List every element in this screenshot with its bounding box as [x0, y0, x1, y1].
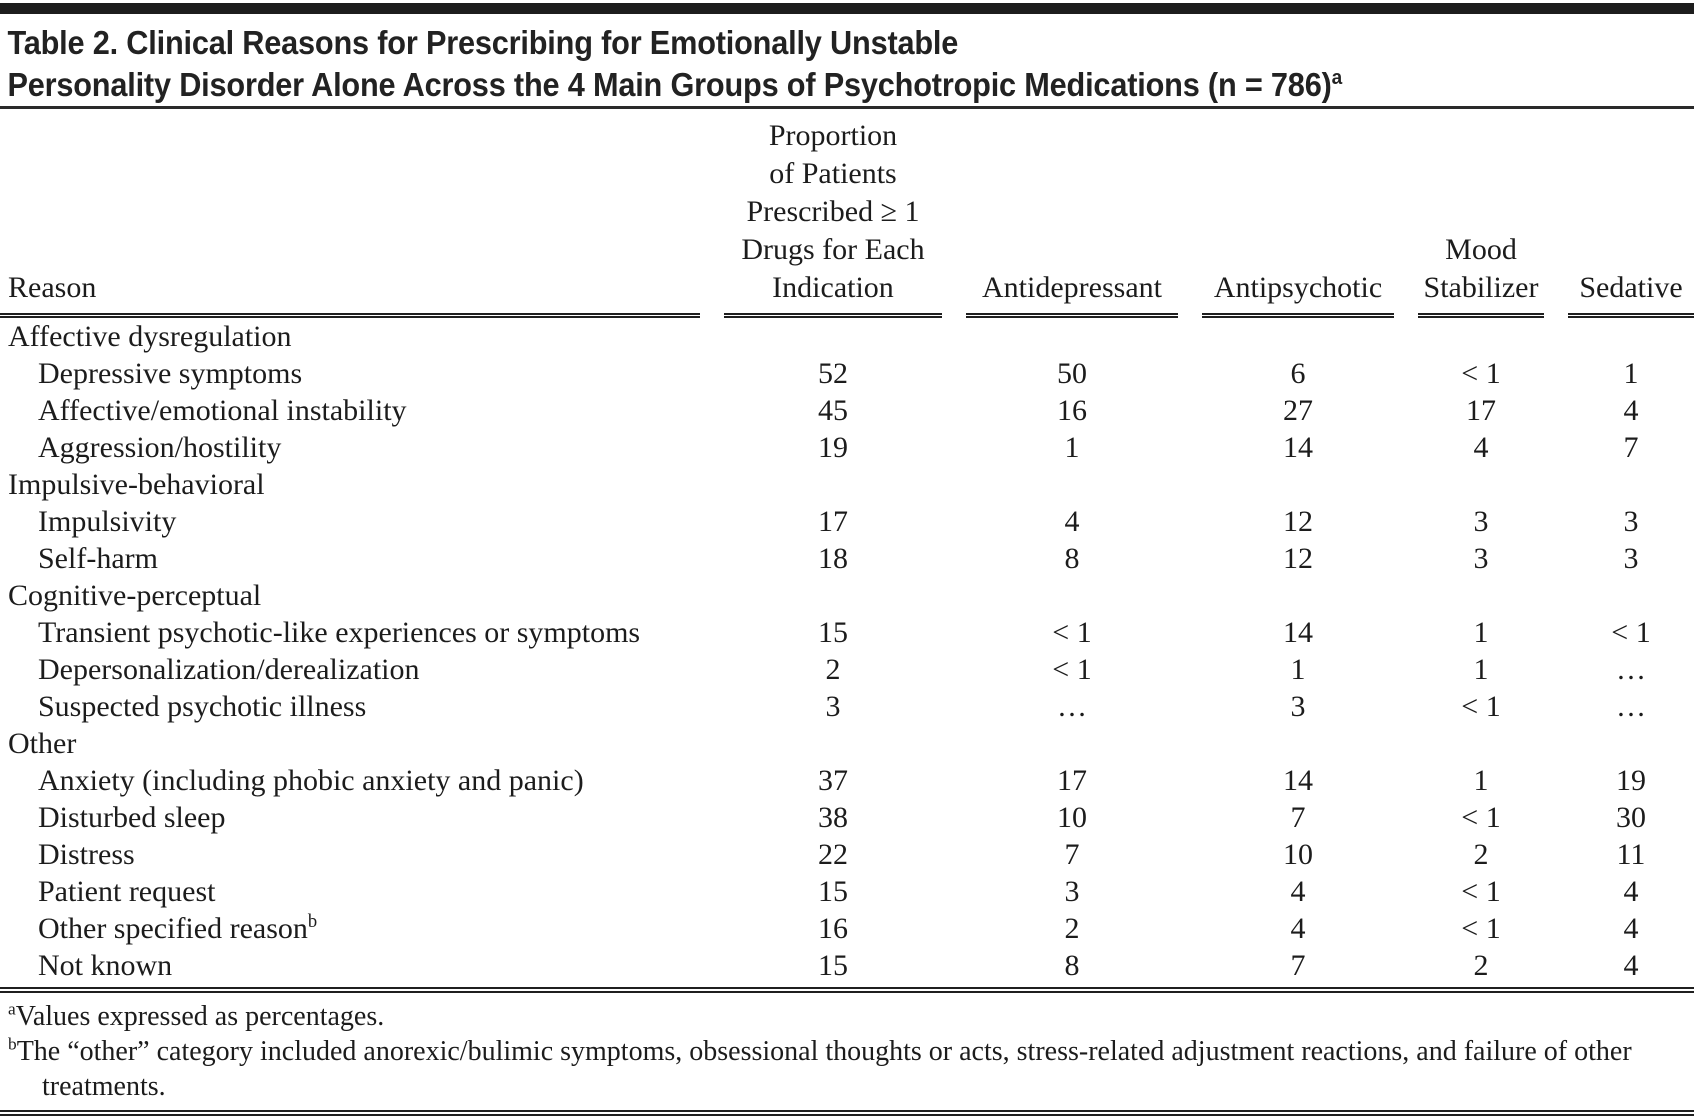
value-cell: 10	[1057, 801, 1087, 834]
value-cell: 15	[818, 875, 848, 908]
value-cell: 11	[1616, 838, 1646, 871]
value-cell: 6	[1290, 357, 1306, 390]
column-header-proportion	[724, 109, 942, 318]
reason-cell: Aggression/hostility	[38, 431, 282, 464]
footnote-a-text: Values expressed as percentages.	[15, 1001, 385, 1032]
column-header-mood-stabilizer	[1418, 109, 1544, 318]
group-header-row: Other	[8, 727, 77, 760]
reason-cell: Impulsivity	[38, 505, 177, 538]
value-cell: 17	[1466, 394, 1496, 427]
value-cell: 15	[818, 616, 848, 649]
header-line: Prescribed ≥ 1	[746, 195, 920, 228]
reason-cell: Depressive symptoms	[38, 357, 303, 390]
value-cell: 52	[818, 357, 848, 390]
value-cell: 4	[1290, 875, 1306, 908]
value-cell: < 1	[1461, 690, 1501, 723]
footnotes	[0, 999, 1694, 1104]
value-cell: < 1	[1611, 616, 1651, 649]
value-cell: 3	[1473, 542, 1489, 575]
header-line: Antidepressant	[982, 271, 1162, 304]
value-cell: 3	[1623, 542, 1639, 575]
value-cell: 17	[1057, 764, 1087, 797]
value-cell: 2	[1473, 949, 1489, 982]
header-line: Mood	[1445, 233, 1517, 266]
reason-cell: Anxiety (including phobic anxiety and panic)	[38, 764, 584, 797]
value-cell: < 1	[1461, 912, 1501, 945]
column-header-antipsychotic	[1202, 109, 1394, 318]
value-cell: 7	[1623, 431, 1639, 464]
value-cell: < 1	[1052, 653, 1092, 686]
value-cell: 18	[818, 542, 848, 575]
group-header-row: Cognitive-perceptual	[8, 579, 262, 612]
footnote-a-marker: a	[8, 999, 16, 1019]
reason-cell: Patient request	[38, 875, 216, 908]
value-cell: 1	[1473, 653, 1489, 686]
value-cell: 27	[1283, 394, 1313, 427]
reason-cell: Affective/emotional instability	[38, 394, 407, 427]
reason-cell: Not known	[38, 949, 173, 982]
column-header-reason	[0, 109, 700, 318]
table-title	[0, 22, 1575, 106]
footnote-a	[0, 999, 1694, 1034]
value-cell: 3	[1623, 505, 1639, 538]
value-cell: 4	[1623, 912, 1639, 945]
value-cell: 3	[1064, 875, 1080, 908]
value-cell: 4	[1623, 949, 1639, 982]
header-line: Antipsychotic	[1213, 271, 1383, 304]
reason-cell: Suspected psychotic illness	[38, 690, 367, 723]
footnote-b-marker: b	[8, 1034, 17, 1054]
value-cell: 4	[1064, 505, 1080, 538]
value-cell: 16	[1057, 394, 1087, 427]
value-cell: 7	[1064, 838, 1080, 871]
value-cell: 1	[1623, 357, 1639, 390]
value-cell: < 1	[1461, 357, 1501, 390]
value-cell: 1	[1473, 616, 1489, 649]
value-cell: 19	[818, 431, 848, 464]
value-cell: 3	[1290, 690, 1306, 723]
reason-cell: Transient psychotic-like experiences or symptoms	[38, 616, 641, 649]
value-cell: 3	[825, 690, 841, 723]
title-footnote-marker: a	[1331, 66, 1343, 89]
reason-cell: Disturbed sleep	[38, 801, 226, 834]
reason-cell: Depersonalization/derealization	[38, 653, 420, 686]
header-line: Indication	[772, 271, 894, 304]
value-cell: < 1	[1461, 801, 1501, 834]
header-line: Reason	[8, 271, 97, 304]
table-bottom-rule	[0, 987, 1694, 993]
value-cell: < 1	[1052, 616, 1092, 649]
value-cell: 3	[1473, 505, 1489, 538]
header-line: of Patients	[769, 157, 897, 190]
value-cell: 14	[1283, 764, 1313, 797]
footnote-b-text: The “other” category included anorexic/bulimic symptoms, obsessional thoughts or acts, stress-related adjustment reactions, and failure of other treatments.	[16, 1036, 1632, 1102]
value-cell: 4	[1473, 431, 1489, 464]
header-line: Sedative	[1579, 271, 1683, 304]
data-table	[0, 109, 1694, 984]
value-cell: 12	[1283, 542, 1313, 575]
figure-bottom-rule	[0, 1110, 1694, 1116]
value-cell: 4	[1623, 394, 1639, 427]
header-line: Proportion	[768, 119, 898, 152]
value-cell: 30	[1616, 801, 1646, 834]
group-header-row: Affective dysregulation	[8, 320, 292, 353]
value-cell: 14	[1283, 616, 1313, 649]
value-cell: …	[1616, 653, 1646, 686]
value-cell: 1	[1064, 431, 1080, 464]
value-cell: 45	[818, 394, 848, 427]
value-cell: 12	[1283, 505, 1313, 538]
reason-cell: Other specified reason$^b$	[38, 911, 318, 945]
value-cell: 8	[1064, 542, 1080, 575]
value-cell: 4	[1290, 912, 1306, 945]
value-cell: 1	[1290, 653, 1306, 686]
column-header-sedative	[1568, 109, 1694, 318]
value-cell: 38	[818, 801, 848, 834]
header-line: Drugs for Each	[741, 233, 925, 266]
top-rule-bar	[0, 3, 1694, 14]
value-cell: 37	[818, 764, 848, 797]
value-cell: 15	[818, 949, 848, 982]
reason-cell: Self-harm	[38, 542, 158, 575]
value-cell: 16	[818, 912, 848, 945]
value-cell: 19	[1616, 764, 1646, 797]
value-cell: < 1	[1461, 875, 1501, 908]
value-cell: 4	[1623, 875, 1639, 908]
table-title-line1: Table 2. Clinical Reasons for Prescribing for Emotionally Unstable	[7, 24, 959, 61]
reason-cell: Distress	[38, 838, 135, 871]
table-title-line2-text: Personality Disorder Alone Across the 4 Main Groups of Psychotropic Medications (n = 786)	[7, 66, 1332, 103]
value-cell: 50	[1057, 357, 1087, 390]
value-cell: 10	[1283, 838, 1313, 871]
value-cell: 22	[818, 838, 848, 871]
value-cell: 17	[818, 505, 848, 538]
value-cell: …	[1057, 690, 1087, 723]
value-cell: 7	[1290, 801, 1306, 834]
value-cell: 7	[1290, 949, 1306, 982]
value-cell: 2	[1473, 838, 1489, 871]
value-cell: 8	[1064, 949, 1080, 982]
value-cell: 2	[825, 653, 841, 686]
value-cell: …	[1616, 690, 1646, 723]
group-header-row: Impulsive-behavioral	[8, 468, 265, 501]
value-cell: 14	[1283, 431, 1313, 464]
column-header-antidepressant	[966, 109, 1178, 318]
value-cell: 1	[1473, 764, 1489, 797]
header-line: Stabilizer	[1423, 271, 1539, 304]
table-title-line2	[7, 64, 1575, 106]
row-footnote-marker: b	[307, 911, 318, 932]
value-cell: 2	[1064, 912, 1080, 945]
footnote-b	[0, 1034, 1694, 1104]
